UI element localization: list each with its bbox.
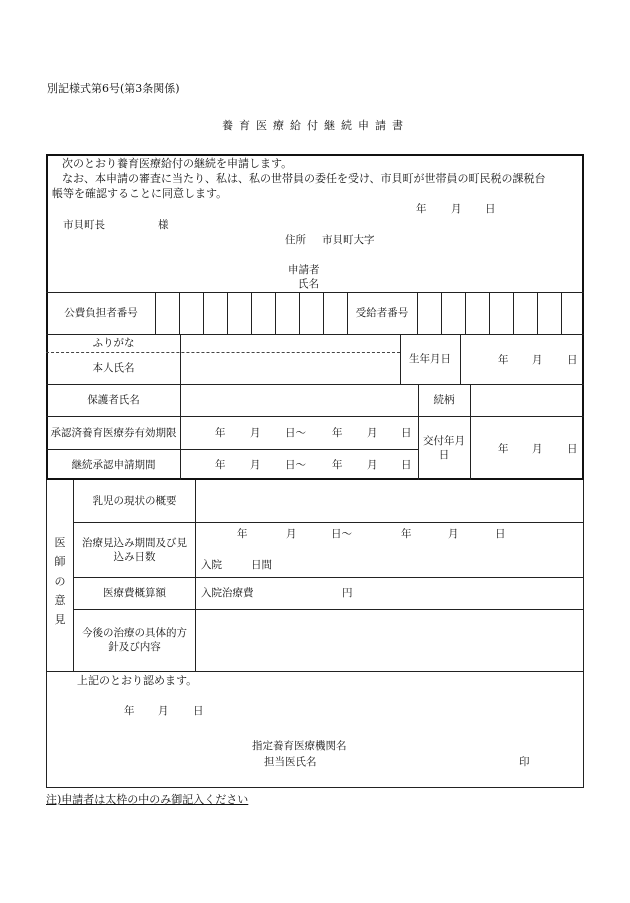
mayor-label: 市貝町長 [63,219,105,231]
issue-year: 年 [498,443,509,455]
person-name-label: 本人氏名 [92,362,135,375]
form-number: 別記様式第6号(第3条関係) [47,82,180,95]
mayor-honorific: 様 [158,219,169,231]
side-char-3: の [54,574,66,588]
institution-label: 指定養育医療機関名 [252,740,347,752]
hospitalization-label: 入院 [201,559,222,571]
treatment-end-month: 月 [448,528,459,540]
cert-month: 月 [158,705,169,717]
footnote: 注)申請者は太枠の中のみ御記入ください [46,793,249,806]
guardian-name-label: 保護者氏名 [87,394,140,407]
side-char-2: 師 [54,555,66,569]
issue-month: 月 [532,443,543,455]
birth-date-label: 生年月日 [409,353,451,366]
yen-label: 円 [342,587,353,599]
address-value: 市貝町大字 [322,234,375,246]
treatment-start-month: 月 [286,528,297,540]
period-end-day: 日 [401,459,412,471]
treatment-end-day: 日 [495,528,506,540]
side-char-1: 医 [54,536,66,549]
days-label: 日間 [251,559,272,571]
application-date-month: 月 [451,203,462,215]
form-title: 養育医療給付継続申請書 [222,119,409,132]
inpatient-cost-label: 入院治療費 [201,587,254,599]
side-char-4: 意 [54,593,66,607]
application-date-day: 日 [485,203,496,215]
issue-date-label: 交付年月日 [423,434,465,461]
certification-statement: 上記のとおり認めます。 [77,674,198,687]
period-range-sep: 日〜 [285,459,306,471]
cost-estimate-label: 医療費概算額 [103,587,166,600]
seal-mark: 印 [519,756,530,768]
birth-day: 日 [567,354,578,366]
request-line-2: なお、本申請の審査に当たり、私は、私の世帯員の委任を受け、市貝町が世帯員の町民税の課税台 [62,172,546,185]
treatment-period-label: 治療見込み期間及び見込み日数 [82,536,187,563]
period-start-year: 年 [215,459,226,471]
period-end-year: 年 [332,459,343,471]
period-start-month: 月 [250,459,261,471]
validity-end-year: 年 [332,427,343,439]
public-payer-number-label: 公費負担者番号 [64,307,138,320]
recipient-number-label: 受給者番号 [355,307,409,320]
request-line-3: 帳等を確認することに同意します。 [52,187,228,200]
validity-start-month: 月 [250,427,261,439]
cert-year: 年 [124,705,135,717]
doctor-name-label: 担当医氏名 [264,756,317,768]
validity-end-day: 日 [401,427,412,439]
validity-end-month: 月 [367,427,378,439]
cert-validity-label: 承認済養育医療券有効期限 [50,426,177,439]
request-line-1: 次のとおり養育医療給付の継続を申請します。 [62,157,293,170]
birth-year: 年 [498,354,509,366]
cert-day: 日 [193,705,204,717]
future-plan-label: 今後の治療の具体的方針及び内容 [82,626,187,653]
period-end-month: 月 [367,459,378,471]
furigana-label: ふりがな [92,337,135,350]
address-label: 住所 [285,234,306,246]
issue-day: 日 [567,443,578,455]
applicant-label: 申請者 [288,264,320,276]
treatment-start-year: 年 [237,528,248,540]
relation-label: 続柄 [433,394,455,407]
infant-status-label: 乳児の現状の概要 [92,495,177,508]
birth-month: 月 [532,354,543,366]
application-date-year: 年 [416,203,427,215]
validity-start-year: 年 [215,427,226,439]
applicant-name-label: 氏名 [298,278,319,290]
treatment-range-sep: 日〜 [331,528,352,540]
side-char-5: 見 [54,613,66,626]
treatment-end-year: 年 [401,528,412,540]
doctor-opinion-side-label [48,533,72,629]
continue-period-label: 継続承認申請期間 [71,458,156,471]
validity-range-sep: 日〜 [285,427,306,439]
